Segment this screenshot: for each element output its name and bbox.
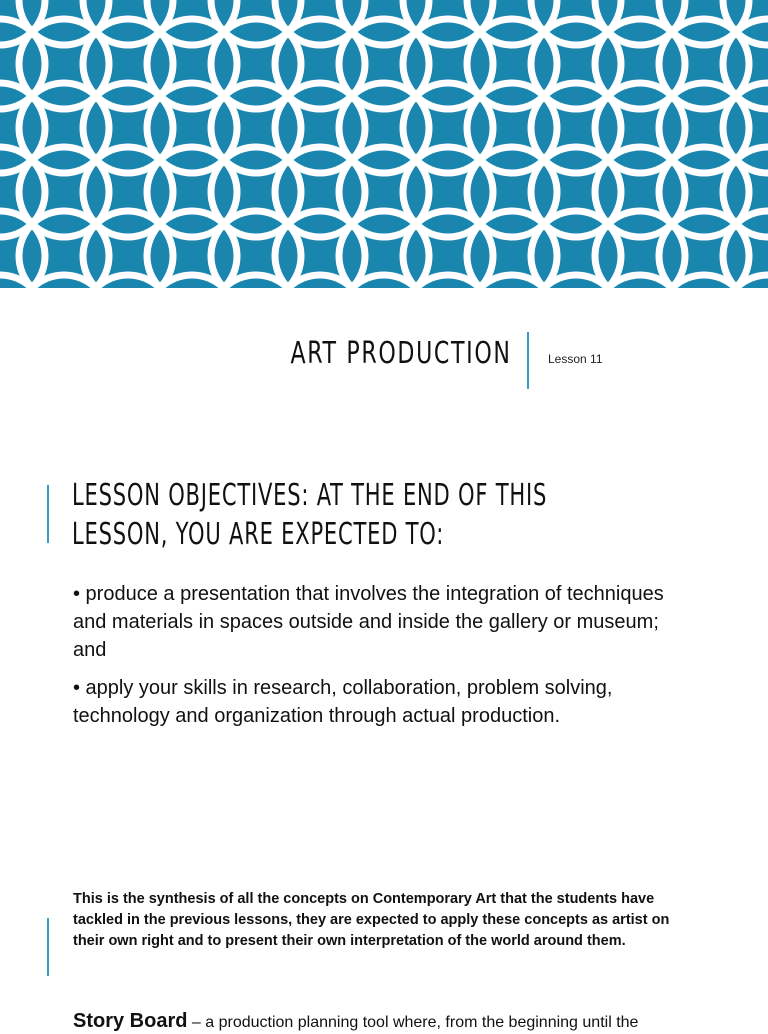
page-title: ART PRODUCTION xyxy=(290,336,512,371)
objectives-accent-bar xyxy=(47,485,49,543)
circle-lattice-pattern xyxy=(0,0,768,288)
storyboard-definition xyxy=(73,1010,753,1034)
objectives-heading-line-1: LESSON OBJECTIVES: AT THE END OF THIS xyxy=(72,478,548,513)
synthesis-paragraph: This is the synthesis of all the concepts on Contemporary Art that the students have tackled in the previous lessons, they are expected to apply these concepts as artist on their own right and to present their own interpretation of the world around them. xyxy=(73,891,670,949)
storyboard-text: – a production planning tool where, from the beginning until the xyxy=(187,1014,639,1031)
objectives-heading-line-2: LESSON, YOU ARE EXPECTED TO: xyxy=(72,517,445,552)
lesson-number: Lesson 11 xyxy=(548,352,603,366)
objectives-heading xyxy=(72,476,556,554)
synthesis-accent-bar xyxy=(47,918,49,976)
patterned-banner xyxy=(0,0,768,288)
objective-item-2: • apply your skills in research, collaboration, problem solving, technology and organization through actual production. xyxy=(73,677,613,727)
title-block xyxy=(0,330,768,390)
title-divider xyxy=(527,332,529,389)
storyboard-term: Story Board xyxy=(73,1010,188,1032)
objective-item-1: • produce a presentation that involves the integration of techniques and materials in spaces outside and inside the gallery or museum; and xyxy=(73,583,664,661)
